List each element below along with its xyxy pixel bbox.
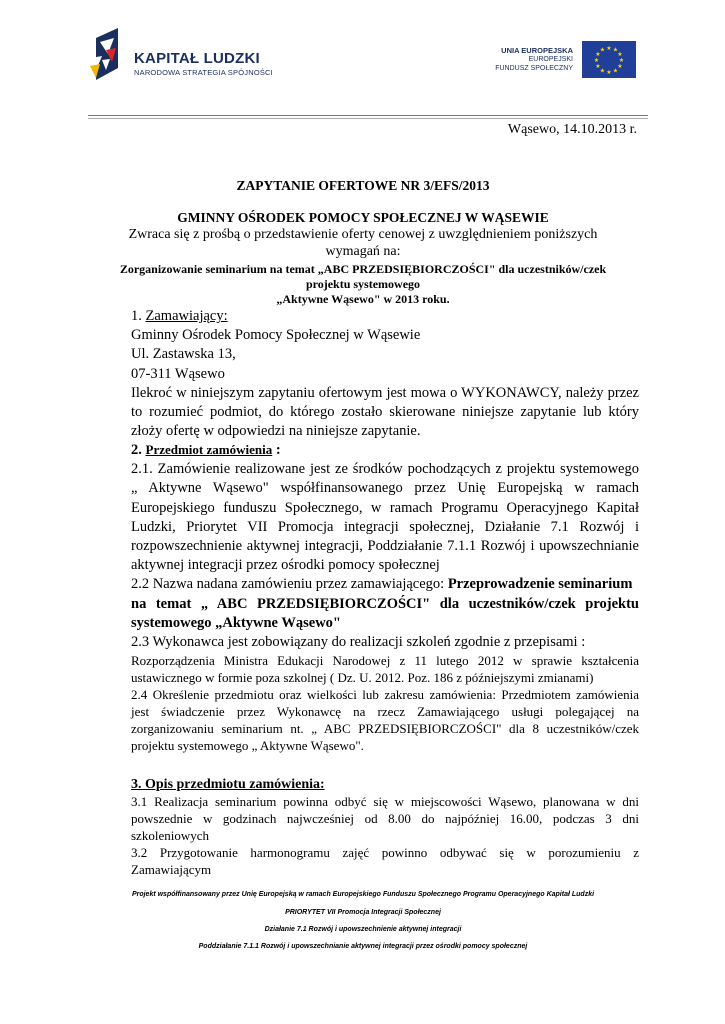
paragraph-line: zorganizowaniu seminarium nt. „ ABC PRZEDSIĘBIORCZOŚCI" dla 8 uczestników/czek bbox=[131, 721, 639, 737]
paragraph-line: aktywnej integracji przez ośrodki pomocy społecznej bbox=[131, 557, 440, 574]
subject-line-3: „Aktywne Wąsewo" w 2013 roku. bbox=[276, 292, 450, 306]
logo-subtitle: NARODOWA STRATEGIA SPÓJNOŚCI bbox=[134, 68, 273, 77]
eu-line2: EUROPEJSKI bbox=[528, 56, 573, 63]
paragraph-line: Ilekroć w niniejszym zapytaniu ofertowym jest mowa o WYKONAWCY, należy przez bbox=[131, 384, 639, 401]
section-1 bbox=[131, 307, 639, 441]
paragraph-line: „ Aktywne Wąsewo" współfinansowanego przez Unię Europejską w ramach bbox=[131, 480, 639, 497]
svg-text:★: ★ bbox=[612, 67, 619, 75]
document-title: ZAPYTANIE OFERTOWE NR 3/EFS/2013 bbox=[236, 178, 490, 193]
organization-name: GMINNY OŚRODEK POMOCY SPOŁECZNEJ W WĄSEWIE bbox=[177, 210, 549, 225]
date-line: Wąsewo, 14.10.2013 r. bbox=[507, 122, 637, 137]
paragraph-line: projektu systemowego „ Aktywne Wąsewo". bbox=[131, 738, 364, 754]
section-3 bbox=[131, 776, 639, 878]
paragraph-line: 3.2 Przygotowanie harmonogramu zajęć powinno odbywać się w porozumieniu z bbox=[131, 845, 639, 860]
section-2-heading: 2. Przedmiot zamówienia : bbox=[131, 442, 281, 458]
request-line-2: wymagań na: bbox=[325, 244, 401, 259]
svg-text:★: ★ bbox=[606, 69, 612, 76]
subject-line-1: Zorganizowanie seminarium na temat „ABC PRZEDSIĘBIORCZOŚCI" dla uczestników/czek bbox=[119, 262, 607, 276]
header-divider bbox=[88, 115, 648, 116]
paragraph-line: systemowego „Aktywne Wąsewo" bbox=[131, 614, 341, 631]
contact-line: 07-311 Wąsewo bbox=[131, 365, 225, 382]
eu-logo-text bbox=[495, 46, 573, 73]
section-3-heading: 3. Opis przedmiotu zamówienia: bbox=[131, 777, 325, 792]
paragraph-line: na temat „ ABC PRZEDSIĘBIORCZOŚCI" dla uczestników/czek projektu bbox=[131, 595, 639, 612]
paragraph-line: 2.3 Wykonawca jest zobowiązany do realizacji szkoleń zgodnie z przepisami : bbox=[131, 634, 586, 651]
logo-title: KAPITAŁ LUDZKI bbox=[134, 50, 260, 67]
paragraph-line: jest świadczenie przez Wykonawcę na rzecz Zamawiającego usługi polegającej na bbox=[131, 704, 639, 720]
paragraph-line: 2.2 Nazwa nadana zamówieniu przez zamawiającego: Przeprowadzenie seminarium bbox=[131, 576, 633, 593]
section-2 bbox=[131, 440, 639, 754]
kapital-ludzki-emblem-icon bbox=[88, 28, 132, 88]
eu-line1: UNIA EUROPEJSKA bbox=[501, 46, 573, 55]
paragraph-line: złoży ofertę w odpowiedzi na niniejsze zapytanie. bbox=[131, 423, 421, 440]
contact-line: Ul. Zastawska 13, bbox=[131, 346, 236, 363]
paragraph-line: rozpowszechnienie aktywnej integracji, Poddziałanie 7.1.1 Rozwój i upowszechnianie bbox=[131, 538, 639, 555]
footer-line-4: Poddziałanie 7.1.1 Rozwój i upowszechnianie aktywnej integracji przez ośrodki pomocy społecznej bbox=[198, 943, 528, 950]
svg-text:★: ★ bbox=[617, 51, 623, 58]
paragraph-line: 2.1. Zamówienie realizowane jest ze środków pochodzących z projektu systemowego bbox=[131, 461, 639, 478]
paragraph-line: 2.4 Określenie przedmiotu oraz wielkości lub zakresu zamówienia: Przedmiotem zamówienia bbox=[131, 687, 639, 703]
svg-text:★: ★ bbox=[617, 63, 623, 70]
svg-text:★: ★ bbox=[612, 46, 619, 54]
paragraph-line: powszednie w godzinach najwcześniej od 8.00 do najpóźniej 16.00, podczas 3 dni bbox=[131, 811, 639, 826]
svg-text:★: ★ bbox=[599, 46, 606, 54]
header-divider-secondary bbox=[88, 118, 648, 119]
paragraph-line: Ludzki, Priorytet VII Promocja integracji społecznej, Działanie 7.1 Rozwój i bbox=[131, 518, 639, 535]
svg-text:★: ★ bbox=[618, 57, 625, 64]
footer-line-2: PRIORYTET VII Promocja Integracji Społecznej bbox=[285, 909, 441, 916]
footer-line-1: Projekt współfinansowany przez Unię Europejską w ramach Europejskiego Funduszu Społecznego Programu Operacyjnego Kapitał Ludzki bbox=[131, 891, 595, 898]
paragraph-line: szkoleniowych bbox=[131, 828, 209, 843]
eu-flag-icon bbox=[582, 41, 636, 78]
kapital-ludzki-logo bbox=[88, 28, 132, 88]
paragraph-line: Zamawiającym bbox=[131, 862, 212, 877]
request-line-1: Zwraca się z prośbą o przedstawienie oferty cenowej z uwzględnieniem poniższych bbox=[128, 227, 598, 242]
svg-text:★: ★ bbox=[595, 51, 601, 58]
paragraph-line: Europejskiego funduszu Społecznego, w ramach Programu Operacyjnego Kapitał bbox=[131, 499, 639, 516]
paragraph-line: 3.1 Realizacja seminarium powinna odbyć się w miejscowości Wąsewo, planowana w dni bbox=[131, 794, 639, 809]
kapital-ludzki-text bbox=[134, 50, 273, 77]
footer-line-3: Działanie 7.1 Rozwój i upowszechnienie aktywnej integracji bbox=[264, 926, 462, 933]
svg-text:★: ★ bbox=[595, 63, 601, 70]
eu-line3: FUNDUSZ SPOŁECZNY bbox=[495, 65, 573, 72]
subject-line-2: projektu systemowego bbox=[305, 277, 421, 291]
regulation-line: ustawicznego w formie poza szkolnej ( Dz. U. 2012. Poz. 186 z późniejszymi zmianami) bbox=[131, 670, 594, 686]
svg-text:★: ★ bbox=[599, 67, 606, 75]
contact-line: Gminny Ośrodek Pomocy Społecznej w Wąsewie bbox=[131, 327, 421, 344]
regulation-line: Rozporządzenia Ministra Edukacji Narodowej z 11 lutego 2012 w sprawie kształcenia bbox=[131, 653, 639, 669]
svg-text:★: ★ bbox=[606, 45, 612, 52]
section-1-heading: 1. Zamawiający: bbox=[131, 308, 228, 324]
paragraph-line: to rozumieć podmiot, do którego zostało skierowane niniejsze zapytanie lub który bbox=[131, 404, 639, 421]
svg-text:★: ★ bbox=[593, 57, 600, 64]
